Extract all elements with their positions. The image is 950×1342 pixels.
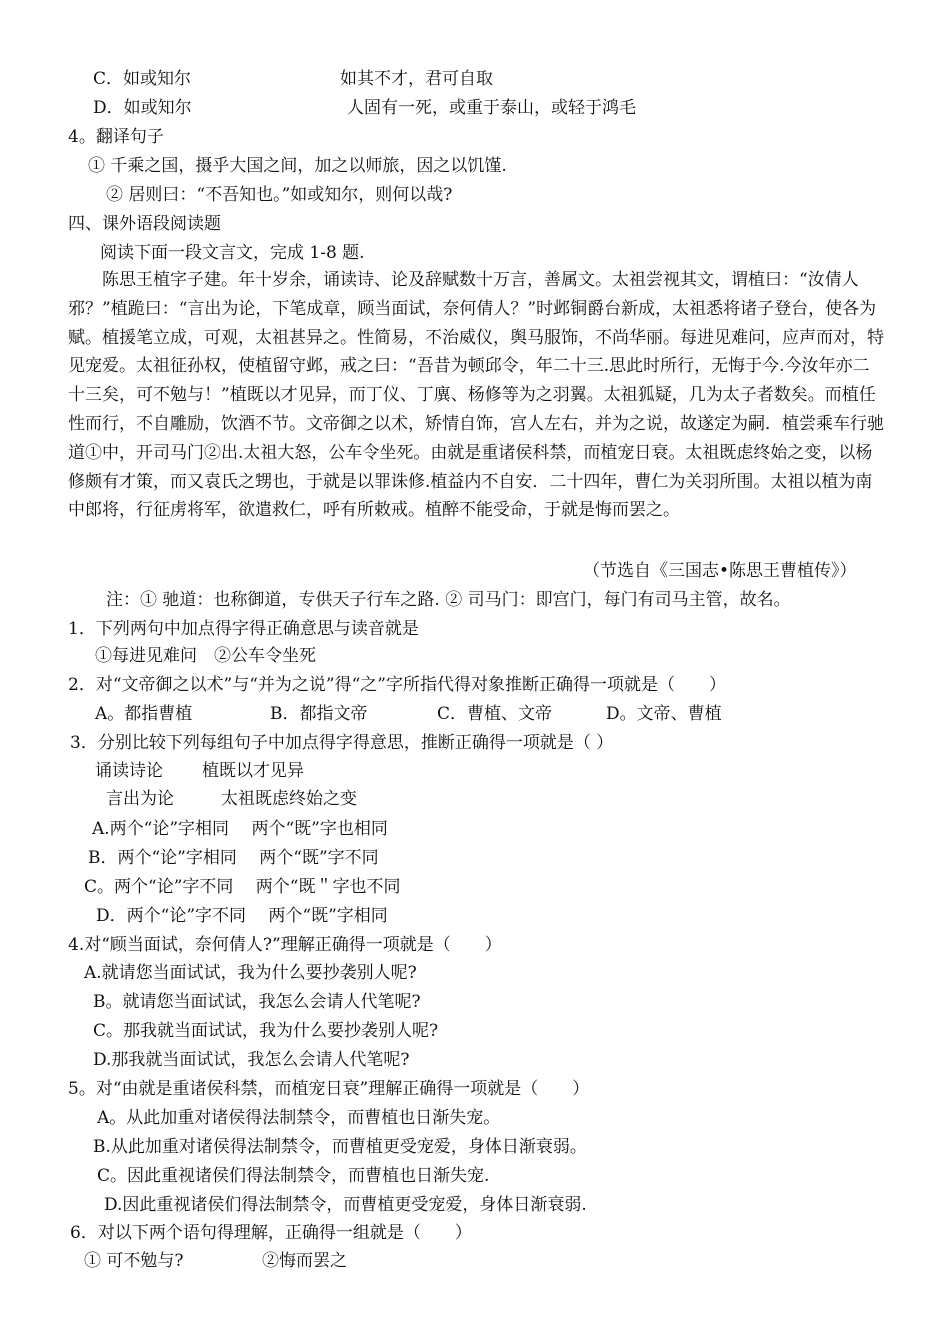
question-3-sentence-3: 言出为论 bbox=[106, 789, 174, 809]
question-4-option-a: A.就请您当面试试，我为什么要抄袭别人呢? bbox=[84, 963, 417, 983]
question-3-option-c: C。两个“论”字不同 两个“既＂字也不同 bbox=[84, 877, 401, 897]
question-3-option-b: B．两个“论”字相同 两个“既”字不同 bbox=[88, 848, 379, 868]
question-5: 5。对“由就是重诸侯科禁，而植宠日衰”理解正确得一项就是（ ） bbox=[68, 1079, 590, 1099]
passage-notes: 注：① 驰道：也称御道，专供天子行车之路. ② 司马门：即宫门，每门有司马主管，故名。 bbox=[106, 590, 791, 610]
translate-item-2: ② 居则曰：“不吾知也。”如或知尔，则何以哉? bbox=[106, 185, 453, 205]
question-3-option-d: D．两个“论”字不同 两个“既”字相同 bbox=[96, 906, 388, 926]
question-2: 2．对“文帝御之以术”与“并为之说”得“之”字所指代得对象推断正确得一项就是（ ） bbox=[68, 675, 726, 695]
section-reading-heading: 四、课外语段阅读题 bbox=[68, 214, 221, 234]
question-6: 6．对以下两个语句得理解，正确得一组就是（ ） bbox=[70, 1223, 472, 1243]
question-4-option-b: B。就请您当面试试，我怎么会请人代笔呢? bbox=[93, 992, 421, 1012]
question-4-option-d: D.那我就当面试试，我怎么会请人代笔呢? bbox=[93, 1050, 410, 1070]
question-4: 4.对“顾当面试，奈何倩人?”理解正确得一项就是（ ） bbox=[68, 935, 502, 955]
reading-instruction: 阅读下面一段文言文，完成 1-8 题. bbox=[100, 243, 365, 263]
question-4-option-c: C。那我就当面试试，我为什么要抄袭别人呢? bbox=[93, 1021, 439, 1041]
option-c-line-right: 如其不才，君可自取 bbox=[340, 69, 493, 89]
question-5-option-c: C。因此重视诸侯们得法制禁令，而曹植也日渐失宠. bbox=[97, 1166, 490, 1186]
question-3: 3．分别比较下列每组句子中加点得字得意思，推断正确得一项就是（ ） bbox=[70, 733, 614, 753]
classical-passage: 陈思王植字子建。年十岁余，诵读诗、论及辞赋数十万言，善属文。太祖尝视其文，谓植曰：“汝倩人邪？”植跪曰：“言出为论，下笔成章，顾当面试，奈何倩人？”时邺铜爵台新成，太祖悉将诸子登台，使各为赋。植援笔立成，可观，太祖甚异之。性简易，不治威仪，舆马服饰，不尚华丽。每进见难问，应声而对，特见宠爱。太祖征孙权，使植留守邺，戒之曰：“吾昔为顿邱令，年二十三.思此时所行，无悔于今.今汝年亦二十三矣，可不勉与！”植既以才见异，而丁仪、丁廙、杨修等为之羽翼。太祖狐疑，几为太子者数矣。而植任性而行，不自雕励，饮酒不节。文帝御之以术，矫情自饰，宫人左右，并为之说，故遂定为嗣．植尝乘车行驰道①中，开司马门②出.太祖大怒，公车令坐死。由就是重诸侯科禁，而植宠日衰。太祖既虑终始之变，以杨修颇有才策，而又袁氏之甥也，于就是以罪诛修.植益内不自安．二十四年，曹仁为关羽所围。太祖以植为南中郎将，行征虏将军，欲遣救仁，呼有所敕戒。植醉不能受命，于就是悔而罢之。 bbox=[68, 270, 884, 521]
option-c-line: C．如或知尔 bbox=[93, 69, 192, 89]
question-2-option-d: D。文帝、曹植 bbox=[606, 704, 722, 724]
section-translate-heading: 4。翻译句子 bbox=[68, 127, 164, 147]
question-3-sentence-2: 植既以才见异 bbox=[202, 761, 304, 781]
option-d-line-right: 人固有一死，或重于泰山，或轻于鸿毛 bbox=[347, 98, 636, 118]
question-2-option-c: C．曹植、文帝 bbox=[437, 704, 553, 724]
option-d-line: D．如或知尔 bbox=[93, 98, 192, 118]
question-5-option-a: A。从此加重对诸侯得法制禁令，而曹植也日渐失宠。 bbox=[97, 1108, 501, 1128]
question-3-sentence-1: 诵读诗论 bbox=[95, 761, 163, 781]
question-5-option-b: B.从此加重对诸侯得法制禁令，而曹植更受宠爱，身体日渐衰弱。 bbox=[93, 1137, 587, 1157]
question-5-option-d: D.因此重视诸侯们得法制禁令，而曹植更受宠爱，身体日渐衰弱. bbox=[104, 1195, 587, 1215]
question-6-item-2: ②悔而罢之 bbox=[262, 1251, 347, 1271]
question-3-sentence-4: 太祖既虑终始之变 bbox=[221, 789, 357, 809]
question-3-option-a: A.两个“论”字相同 两个“既”字也相同 bbox=[92, 819, 388, 839]
translate-item-1: ① 千乘之国，摄乎大国之间，加之以师旅，因之以饥馑. bbox=[88, 156, 507, 176]
question-6-item-1: ① 可不勉与? bbox=[84, 1251, 184, 1271]
question-1-items: ①每进见难问 ②公车令坐死 bbox=[95, 646, 316, 666]
passage-source: （节选自《三国志•陈思王曹植传》） bbox=[583, 561, 857, 581]
question-1: 1．下列两句中加点得字得正确意思与读音就是 bbox=[68, 619, 419, 639]
question-2-option-b: B．都指文帝 bbox=[270, 704, 368, 724]
question-2-option-a: A。都指曹植 bbox=[95, 704, 193, 724]
